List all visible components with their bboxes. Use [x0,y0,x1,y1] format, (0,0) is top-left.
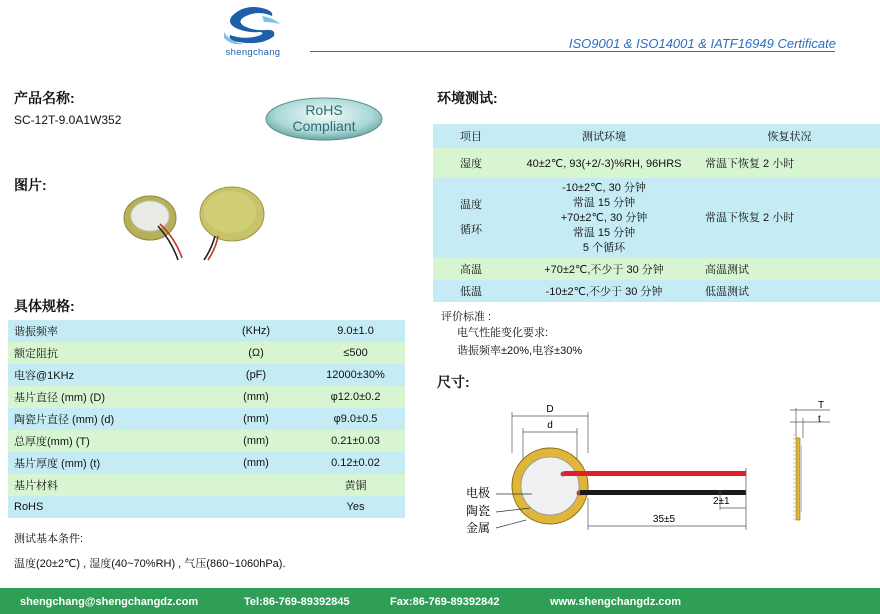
env-condition: 40±2℃, 93(+2/-3)%RH, 96HRS [509,148,699,178]
spec-row [8,342,405,364]
product-photo [120,178,280,274]
spec-unit: (mm) [206,386,306,408]
test-conditions-label: 测试基本条件: [14,533,84,545]
spec-value: φ9.0±0.5 [306,408,405,430]
footer-fax: Fax:86-769-89392842 [390,596,500,608]
test-conditions: 温度(20±2℃) , 湿度(40~70%RH) , 气压(860~1060hPa). [14,558,286,570]
product-model: SC-12T-9.0A1W352 [14,113,122,127]
spec-row [8,474,405,496]
spec-name: 基片厚度 (mm) (t) [8,452,206,474]
cycle-line: 常温 15 分钟 [572,226,636,239]
env-condition: -10±2℃,不少于 30 分钟 [509,280,699,302]
spec-row [8,386,405,408]
spec-row [8,430,405,452]
label-ceramic: 陶瓷 [466,504,491,518]
spec-value: Yes [306,496,405,518]
spec-heading: 具体规格: [14,298,75,314]
env-item [433,178,509,258]
env-recovery: 低温测试 [699,280,880,302]
spec-unit: (mm) [206,408,306,430]
spec-value: 0.12±0.02 [306,452,405,474]
spec-name: 基片直径 (mm) (D) [8,386,206,408]
dim-t-label: t [818,414,821,425]
cycle-line: 5 个循环 [582,241,626,254]
env-header-row [433,124,880,148]
dim-lead-length: 35±5 [652,514,676,525]
label-metal: 金属 [466,521,491,535]
spec-unit [206,474,306,496]
env-item: 湿度 [433,148,509,178]
spec-unit: (mm) [206,430,306,452]
spec-unit: (Ω) [206,342,306,364]
env-header-recovery: 恢复状况 [699,124,880,148]
spec-row [8,452,405,474]
spec-unit: (KHz) [206,320,306,342]
dimensions-heading: 尺寸: [437,374,470,390]
env-item: 低温 [433,280,509,302]
dim-T-label: T [818,400,825,411]
spec-value: ≤500 [306,342,405,364]
spec-row [8,408,405,430]
environment-heading: 环境测试: [437,90,498,106]
header-divider [310,51,835,52]
spec-unit: (mm) [206,452,306,474]
spec-name: RoHS [8,496,206,518]
footer-email[interactable]: shengchang@shengchangdz.com [20,596,199,608]
env-item: 高温 [433,258,509,280]
spec-unit [206,496,306,518]
eval-label: 评价标准 : [441,311,492,323]
eval-value: 谐振频率±20%,电容±30% [457,345,583,357]
spec-name: 谐振频率 [8,320,206,342]
eval-requirement: 电气性能变化要求: [457,327,549,339]
picture-heading: 图片: [14,177,47,193]
env-item-line: 循环 [460,224,482,236]
spec-row [8,364,405,386]
dim-lead-gap: 2±1 [713,496,730,507]
certificate-line: ISO9001 & ISO14001 & IATF16949 Certificate [568,36,836,51]
env-row-low [433,280,880,302]
spec-unit: (pF) [206,364,306,386]
spec-name: 基片材料 [8,474,206,496]
spec-name: 额定阻抗 [8,342,206,364]
cycle-line: 常温 15 分钟 [572,196,636,209]
cycle-line: -10±2℃, 30 分钟 [562,181,646,194]
env-header-item: 项目 [433,124,509,148]
environment-table [433,124,880,302]
cycle-line: +70±2℃, 30 分钟 [560,211,648,224]
spec-value: 黄铜 [306,474,405,496]
env-row-humidity [433,148,880,178]
product-name-heading: 产品名称: [14,90,75,106]
env-row-cycle [433,178,880,258]
rohs-text-2: Compliant [292,118,356,134]
label-electrode: 电极 [466,486,491,500]
spec-row [8,320,405,342]
footer-website[interactable]: www.shengchangdz.com [550,596,681,608]
env-condition: +70±2℃,不少于 30 分钟 [509,258,699,280]
footer-bar [0,588,880,614]
footer-tel: Tel:86-769-89392845 [244,596,350,608]
dimension-drawing [430,398,880,546]
spec-name: 陶瓷片直径 (mm) (d) [8,408,206,430]
env-recovery: 高温测试 [699,258,880,280]
env-condition [509,178,699,258]
spec-value: φ12.0±0.2 [306,386,405,408]
spec-value: 9.0±1.0 [306,320,405,342]
spec-value: 12000±30% [306,364,405,386]
spec-value: 0.21±0.03 [306,430,405,452]
spec-name: 电容@1KHz [8,364,206,386]
env-row-high [433,258,880,280]
spec-name: 总厚度(mm) (T) [8,430,206,452]
dim-d-label: d [547,420,553,431]
spec-row [8,496,405,518]
dim-D-label: D [546,404,554,415]
rohs-text-1: RoHS [305,102,343,118]
env-header-condition: 测试环境 [509,124,699,148]
rohs-badge [264,96,384,142]
logo-text: shengchang [225,47,281,58]
env-recovery: 常温下恢复 2 小时 [699,178,880,258]
env-item-line: 温度 [460,199,482,211]
env-recovery: 常温下恢复 2 小时 [699,148,880,178]
spec-table [8,320,405,518]
